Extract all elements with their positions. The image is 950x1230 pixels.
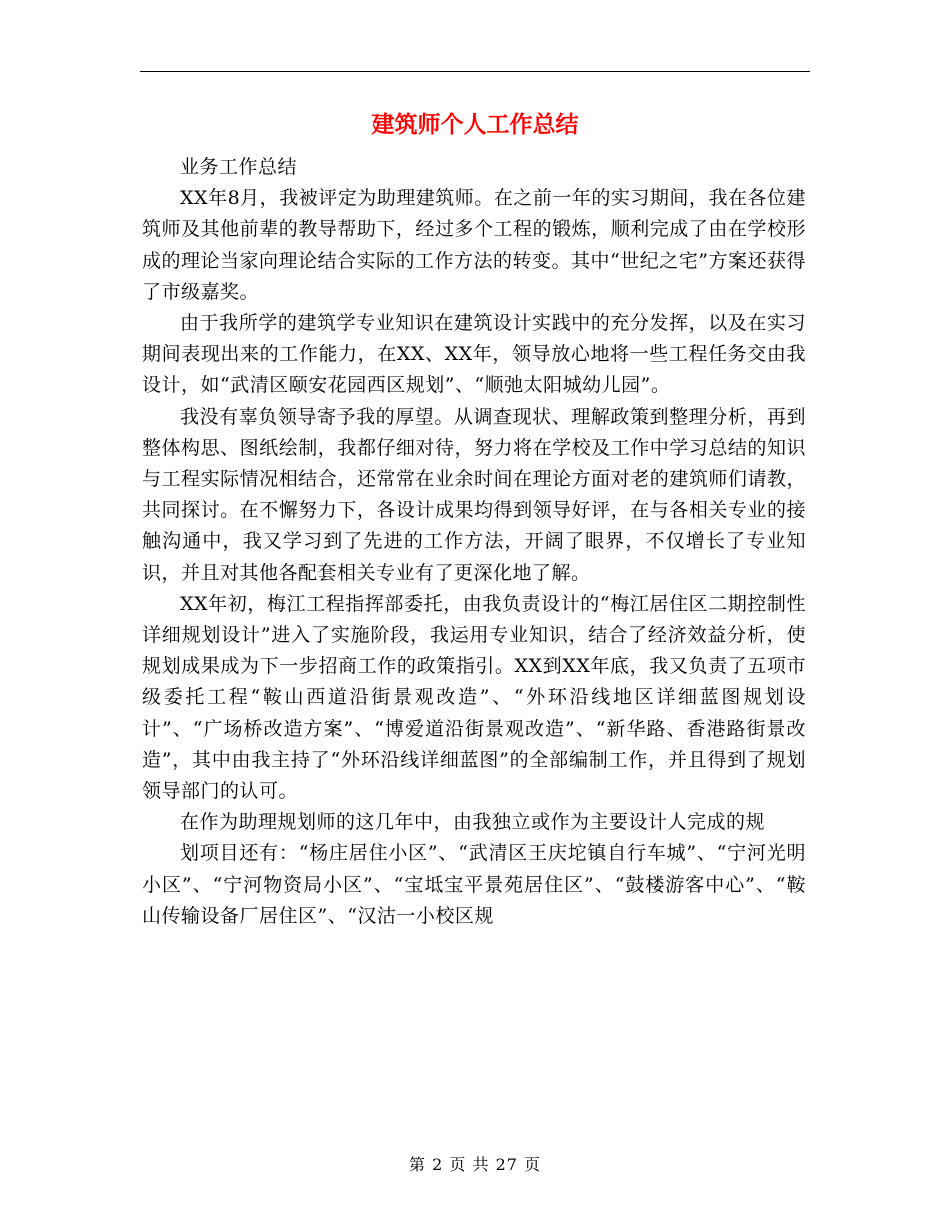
- document-body: [142, 152, 806, 932]
- header-rule: [140, 71, 810, 72]
- paragraph-project-assignments: 由于我所学的建筑学专业知识在建筑设计实践中的充分发挥，以及在实习期间表现出来的工作能力，在XX、XX年，领导放心地将一些工程任务交由我设计，如“武清区颐安花园西区规划”、“顺弛太阳城幼儿园”。: [142, 312, 806, 397]
- footer-suffix: 页: [524, 1155, 542, 1174]
- footer-page-word: 页: [449, 1155, 467, 1174]
- footer-total-word: 共: [472, 1155, 490, 1174]
- paragraph-assistant-planner: 在作为助理规划师的这几年中，由我独立或作为主要设计人完成的规: [180, 811, 766, 834]
- paragraph-project-list: 划项目还有：“杨庄居住小区”、“武清区王庆坨镇自行车城”、“宁河光明小区”、“宁河物资局小区”、“宝坻宝平景苑居住区”、“鼓楼游客中心”、“鞍山传输设备厂居住区”、“汉沽一小校区规: [142, 842, 806, 927]
- document-title: 建筑师个人工作总结: [371, 112, 579, 138]
- footer-total-pages: 27: [495, 1155, 518, 1174]
- paragraph-section-heading: 业务工作总结: [180, 156, 298, 178]
- footer-current-page: 2: [432, 1155, 444, 1174]
- page-footer: [0, 1153, 950, 1177]
- paragraph-diligent-work: 我没有辜负领导寄予我的厚望。从调查现状、理解政策到整理分析，再到整体构思、图纸绘制，我都仔细对待，努力将在学校及工作中学习总结的知识与工程实际情况相结合，还常常在业余时间在理论方面对老的建筑师们请教，共同探讨。在不懈努力下，各设计成果均得到领导好评，在与各相关专业的接触沟通中，我又学习到了先进的工作方法，开阔了眼界，不仅增长了专业知识，并且对其他各配套相关专业有了更深化地了解。: [142, 405, 806, 584]
- paragraph-assistant-architect: XX年8月，我被评定为助理建筑师。在之前一年的实习期间，我在各位建筑师及其他前辈的教导帮助下，经过多个工程的锻炼，顺利完成了由在学校形成的理论当家向理论结合实际的工作方法的转变。其中“世纪之宅”方案还获得了市级嘉奖。: [142, 187, 806, 303]
- paragraph-meijiang-project: XX年初，梅江工程指挥部委托，由我负责设计的“梅江居住区二期控制性详细规划设计”进入了实施阶段，我运用专业知识，结合了经济效益分析，使规划成果成为下一步招商工作的政策指引。XX到XX年底，我又负责了五项市级委托工程“鞍山西道沿街景观改造”、“外环沿线地区详细蓝图规划设计”、“广场桥改造方案”、“博爱道沿街景观改造”、“新华路、香港路街景改造”，其中由我主持了“外环沿线详细蓝图”的全部编制工作，并且得到了规划领导部门的认可。: [142, 592, 806, 803]
- footer-prefix: 第: [408, 1155, 426, 1174]
